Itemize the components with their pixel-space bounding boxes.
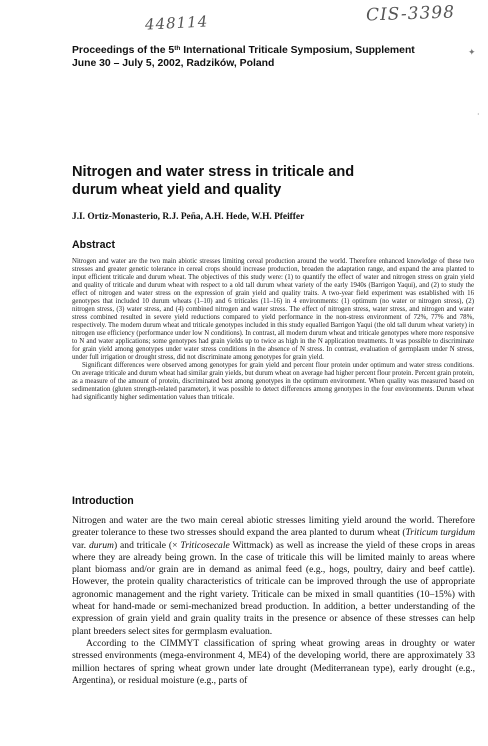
proceedings-header xyxy=(72,44,472,70)
abstract-paragraph: Significant differences were observed among genotypes for grain yield and percent flour protein under optimum and water stress conditions. On average triticale and durum wheat had similar grain yields, but durum wheat on average had higher percent flour protein. Percent grain protein, as a measure of the amount of protein, discriminated best among genotypes in the optimum environment. When quality was measured based on sedimentation (gluten strength-related parameter), it was possible to detect differences among genotypes in the four environments. Durum wheat had significantly higher sedimentation values than triticale. xyxy=(72,362,474,402)
paper-authors: J.I. Ortiz-Monasterio, R.J. Peña, A.H. Hede, W.H. Pfeiffer xyxy=(72,212,305,222)
introduction-paragraph: According to the CIMMYT classification of spring wheat growing areas in droughty or water stressed environments (mega-environment 4, ME4) of the developing world, there are approximately 33 million hectares of spring wheat grown under late drought (Mediterranean type), early drought (e.g., Argentina), or residual moisture (e.g., parts of xyxy=(72,637,475,686)
abstract-heading: Abstract xyxy=(72,239,115,251)
handwritten-catalog-code: CIS-3398 xyxy=(365,2,456,26)
stray-mark: ✦ xyxy=(468,48,476,58)
abstract-body xyxy=(72,258,474,402)
paper-title: Nitrogen and water stress in triticale and durum wheat yield and quality xyxy=(72,164,355,198)
proceedings-dates-location: June 30 – July 5, 2002, Radzików, Poland xyxy=(72,58,275,69)
introduction-paragraph: Nitrogen and water are the two main cereal abiotic stresses limiting yield around the world. Therefore greater tolerance to these two stresses should expand the area planted to durum wheat (Triticum turgidum var. durum) and triticale (× Triticosecale Wittmack) as well as increase the yield of these crops in areas where they are already being grown. In the case of triticale this will be limited mainly to areas where plant biomass and/or grain are in demand as animal feed (e.g., hogs, poultry, dairy and beef cattle). However, the protein quality characteristics of triticale can be improved through the use of appropriate agronomic management and the right variety. Triticale can be mixed in small quantities (10–15%) with wheat for hand-made or semi-mechanized bread production. In addition, a better understanding of the expression of grain yield and grain quality traits in the presence or absence of these stresses can help plant breeders select sites for germplasm evaluation. xyxy=(72,515,475,637)
abstract-paragraph: Nitrogen and water are the two main abiotic stresses limiting cereal production around the world. Therefore enhanced knowledge of these two stresses and greater genetic tolerance in cereal crops should increase production, broaden the adaptation range, and expand the area planted to input efficient triticale and durum wheat. The objectives of this study were: (1) to quantify the effect of water and nitrogen stress on grain yield and quality of triticale and durum wheat with respect to a old tall durum wheat variety of the early 1940s (Barrigon Yaqui), and (2) to study the effect of nitrogen and water stress on the expression of grain yield and quality traits. A two-year field experiment was established with 16 genotypes that included 10 durum wheats (1–10) and 6 triticales (11–16) in 4 environments: (1) optimum (no water or nitrogen stress), (2) nitrogen stress, (3) water stress, and (4) combined nitrogen and water stress. The effect of nitrogen stress, water stress, and nitrogen and water stress combined resulted in severe yield reductions compared to yield performance in the non-stress environment of 72%, 77% and 78%, respectively. The modern durum wheat and triticale genotypes included in this study equalled Barrigon Yaqui (the old tall durum wheat variety) in nitrogen use efficiency (performance under low N conditions). In contrast, all modern durum wheat and triticale genotypes where more responsive to N and water applications; some genotypes had grain yields up to twice as high in the N application treatments. It was possible to discriminate for grain yield among genotypes under water stress conditions in the absence of N stress. In contrast, evaluation of germplasm under N stress, under full irrigation or drought stress, did not discriminate among genotypes for grain yield. xyxy=(72,258,474,362)
handwritten-accession-number: 448114 xyxy=(144,12,209,34)
stray-mark: · xyxy=(477,110,480,119)
proceedings-line: Proceedings of the 5th International Triticale Symposium, Supplement xyxy=(72,45,415,56)
introduction-body xyxy=(72,515,475,687)
introduction-heading: Introduction xyxy=(72,495,134,507)
